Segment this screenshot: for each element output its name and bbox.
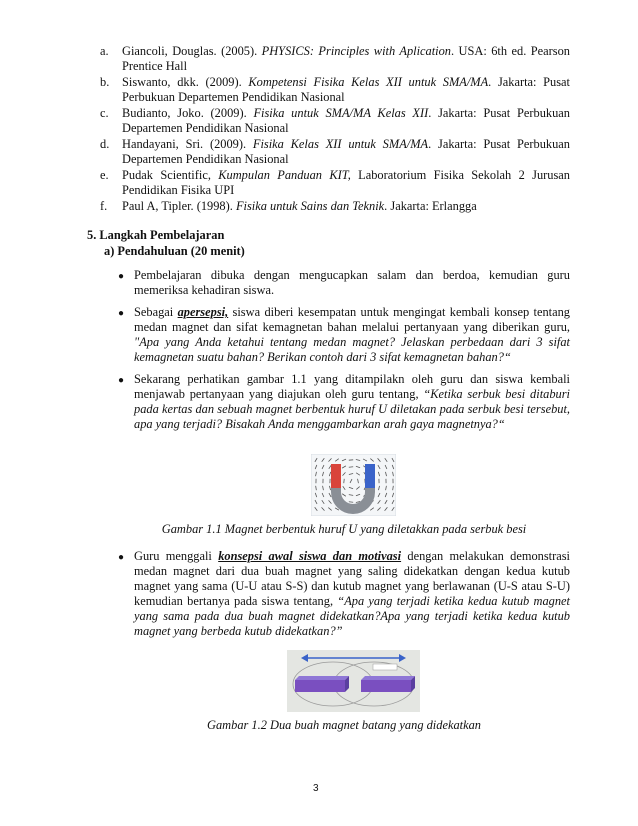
- reference-text: Handayani, Sri. (2009). Fisika Kelas XII untuk SMA/MA. Jakarta: Pusat Perbukuan Departemen Pendidikan Nasional: [122, 137, 570, 166]
- reference-item: [100, 137, 570, 167]
- reference-list: [100, 44, 570, 215]
- bullet-list-1: [118, 268, 570, 439]
- reference-text: Pudak Scientific, Kumpulan Panduan KIT, Laboratorium Fisika Sekolah 2 Jurusan Pendidikan Fisika UPI: [122, 168, 570, 197]
- question-quote: “Ketika serbuk besi ditaburi pada kertas dan sebuah magnet berbentuk huruf U diletakan pada serbuk besi tersebut, apa yang terjadi? Bisakah Anda menggambarkan arah gaya magnetnya?“: [134, 387, 570, 431]
- reference-title: Kompetensi Fisika Kelas XII untuk SMA/MA: [248, 75, 489, 89]
- key-term: apersepsi,: [177, 305, 229, 319]
- reference-label: a.: [100, 44, 109, 58]
- list-item: [118, 268, 570, 298]
- red-pole: [331, 464, 341, 488]
- reference-item: [100, 106, 570, 136]
- subsection-heading: a) Pendahuluan (20 menit): [104, 244, 245, 258]
- right-bar-magnet: [361, 680, 411, 692]
- section-heading: 5. Langkah Pembelajaran: [87, 228, 225, 242]
- reference-text: Giancoli, Douglas. (2005). PHYSICS: Principles with Aplication. USA: 6th ed. Pearson Prentice Hall: [122, 44, 570, 73]
- bullet-icon: ●: [118, 308, 125, 319]
- reference-item: [100, 75, 570, 105]
- list-item: [118, 372, 570, 432]
- reference-label: b.: [100, 75, 110, 89]
- page-number: 3: [313, 783, 319, 794]
- key-term: konsepsi awal siswa dan motivasi: [218, 549, 402, 563]
- u-magnet-figure: [311, 454, 396, 516]
- bullet-icon: ●: [118, 552, 125, 563]
- blue-pole: [365, 464, 375, 488]
- reference-label: f.: [100, 199, 108, 213]
- reference-title: Fisika untuk SMA/MA Kelas XII: [253, 106, 429, 120]
- reference-item: [100, 199, 570, 214]
- question-quote: "Apa yang Anda ketahui tentang medan magnet? Jelaskan perbedaan dari 3 sifat kemagnetan suatu bahan? Berikan contoh dari 3 sifat kemagnetan bahan?“: [134, 335, 570, 364]
- question-quote: “Apa yang terjadi ketika kedua kutub magnet yang sama pada dua buah magnet didekatkan?Apa yang terjadi ketika kedua kutub magnet yang berbeda kutub didekatkan?”: [134, 594, 570, 638]
- list-item: [118, 549, 570, 639]
- bullet-icon: ●: [118, 375, 125, 386]
- bullet-text: Sekarang perhatikan gambar 1.1 yang ditampilakn oleh guru dan siswa kembali menjawab pertanyaan yang diajukan oleh guru tentang, “Ketika serbuk besi ditaburi pada kertas dan sebuah magnet berbentuk huruf U diletakan pada serbuk besi tersebut, apa yang terjadi? Bisakah Anda menggambarkan arah gaya magnetnya?“: [134, 372, 570, 431]
- reference-text: Paul A, Tipler. (1998). Fisika untuk Sains dan Teknik. Jakarta: Erlangga: [122, 199, 477, 213]
- bullet-icon: ●: [118, 271, 125, 282]
- reference-title: PHYSICS: Principles with Aplication: [261, 44, 451, 58]
- bar-magnets-figure: [287, 650, 420, 712]
- reference-item: [100, 44, 570, 74]
- left-bar-magnet: [295, 680, 345, 692]
- reference-text: Budianto, Joko. (2009). Fisika untuk SMA/MA Kelas XII. Jakarta: Pusat Perbukuan Departemen Pendidikan Nasional: [122, 106, 570, 135]
- bullet-text: Pembelajaran dibuka dengan mengucapkan salam dan berdoa, kemudian guru memeriksa kehadiran siswa.: [134, 268, 570, 297]
- reference-label: e.: [100, 168, 109, 182]
- bullet-text: Guru menggali konsepsi awal siswa dan motivasi dengan melakukan demonstrasi medan magnet dari dua buah magnet yang saling didekatkan dengan kedua kutub magnet yang sama (U-U atau S-S) dan kutub magnet yang berlawanan (U-S atau S-U) kemudian bertanya pada siswa tentang, “Apa yang terjadi ketika kedua kutub magnet yang sama pada dua buah magnet didekatkan?Apa yang terjadi ketika kedua kutub magnet yang berbeda kutub didekatkan?”: [134, 549, 571, 638]
- list-item: [118, 305, 570, 365]
- reference-text: Siswanto, dkk. (2009). Kompetensi Fisika Kelas XII untuk SMA/MA. Jakarta: Pusat Perbukuan Departemen Pendidikan Nasional: [122, 75, 570, 104]
- reference-label: c.: [100, 106, 109, 120]
- reference-item: [100, 168, 570, 198]
- reference-title: Kumpulan Panduan KIT,: [218, 168, 351, 182]
- bullet-list-2: [118, 549, 570, 646]
- reference-title: Fisika untuk Sains dan Teknik: [235, 199, 385, 213]
- figure-caption-1: Gambar 1.1 Magnet berbentuk huruf U yang diletakkan pada serbuk besi: [161, 522, 527, 536]
- reference-title: Fisika Kelas XII untuk SMA/MA: [252, 137, 429, 151]
- reference-label: d.: [100, 137, 110, 151]
- figure-caption-2: Gambar 1.2 Dua buah magnet batang yang didekatkan: [207, 718, 481, 732]
- bullet-text: Sebagai apersepsi, siswa diberi kesempatan untuk mengingat kembali konsep tentang medan magnet dan sifat kemagnetan bahan melalui pertanyaan yang diberikan guru, "Apa yang Anda ketahui tentang medan magnet? Jelaskan perbedaan dari 3 sifat kemagnetan suatu bahan? Berikan contoh dari 3 sifat kemagnetan bahan?“: [134, 305, 571, 364]
